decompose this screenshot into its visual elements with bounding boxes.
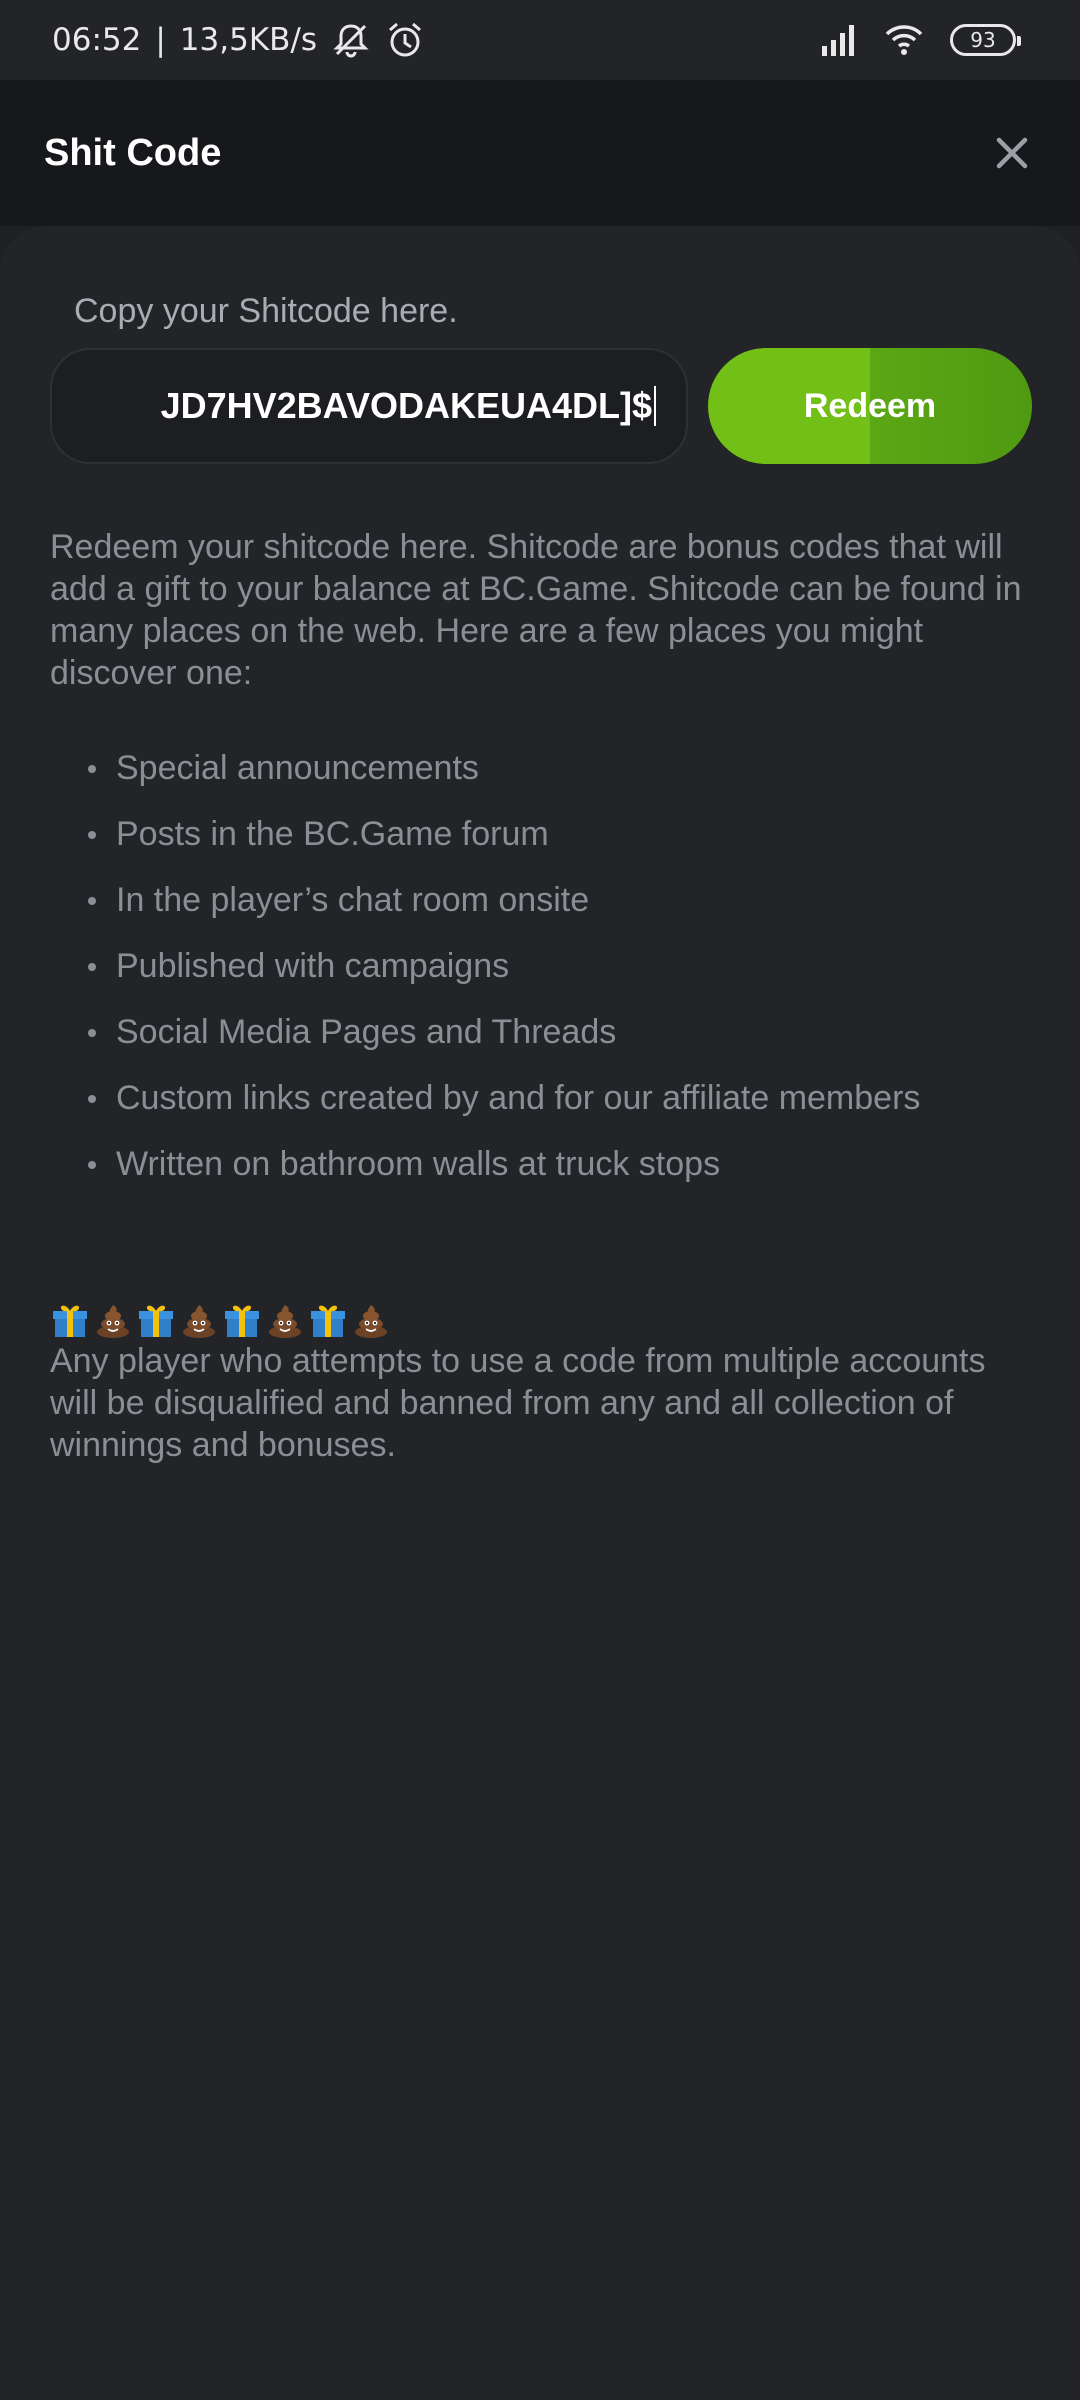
page-title: Shit Code — [44, 131, 222, 174]
gift-icon — [48, 1300, 91, 1343]
multi-account-warning: Any player who attempts to use a code from multiple accounts will be disqualified and banned from any and all collection of winnings and bonuses. — [50, 1342, 986, 1464]
signal-icon — [818, 20, 858, 60]
code-input-value: JD7HV2BAVODAKEUA4DL]$ — [160, 385, 652, 426]
list-item: Written on bathroom walls at truck stops — [50, 1140, 1040, 1188]
status-separator: | — [155, 22, 166, 58]
list-item: Published with campaigns — [50, 942, 1040, 990]
redeem-sheet — [0, 226, 1080, 2400]
network-speed: 13,5KB/s — [179, 22, 318, 58]
places-list — [50, 744, 1040, 1206]
mute-icon — [331, 20, 371, 60]
close-icon — [994, 135, 1030, 171]
gift-icon — [306, 1300, 349, 1343]
list-item: In the player’s chat room onsite — [50, 876, 1040, 924]
status-bar — [0, 0, 1080, 80]
gift-icon — [134, 1300, 177, 1343]
status-right — [818, 20, 1016, 60]
code-input-label: Copy your Shitcode here. — [74, 292, 458, 330]
emoji-row — [48, 1298, 392, 1344]
list-item: Social Media Pages and Threads — [50, 1008, 1040, 1056]
alarm-icon — [385, 20, 425, 60]
wifi-icon — [884, 20, 924, 60]
code-input[interactable] — [50, 348, 688, 464]
redeem-button[interactable]: Redeem — [708, 348, 1032, 464]
list-item: Custom links created by and for our affiliate members — [50, 1074, 1040, 1122]
status-left — [52, 20, 425, 60]
redeem-description: Redeem your shitcode here. Shitcode are bonus codes that will add a gift to your balance at BC.Game. Shitcode can be found in many places on the web. Here are a few places you might discover one: — [50, 528, 1022, 692]
battery-icon — [950, 24, 1016, 56]
text-caret — [654, 386, 656, 426]
list-item: Posts in the BC.Game forum — [50, 810, 1040, 858]
poop-icon — [177, 1300, 220, 1343]
close-button[interactable] — [988, 129, 1036, 177]
poop-icon — [91, 1300, 134, 1343]
poop-icon — [349, 1300, 392, 1343]
poop-icon — [263, 1300, 306, 1343]
status-time: 06:52 — [52, 22, 142, 58]
list-item: Special announcements — [50, 744, 1040, 792]
battery-level: 93 — [970, 28, 996, 52]
modal-header — [0, 80, 1080, 226]
gift-icon — [220, 1300, 263, 1343]
